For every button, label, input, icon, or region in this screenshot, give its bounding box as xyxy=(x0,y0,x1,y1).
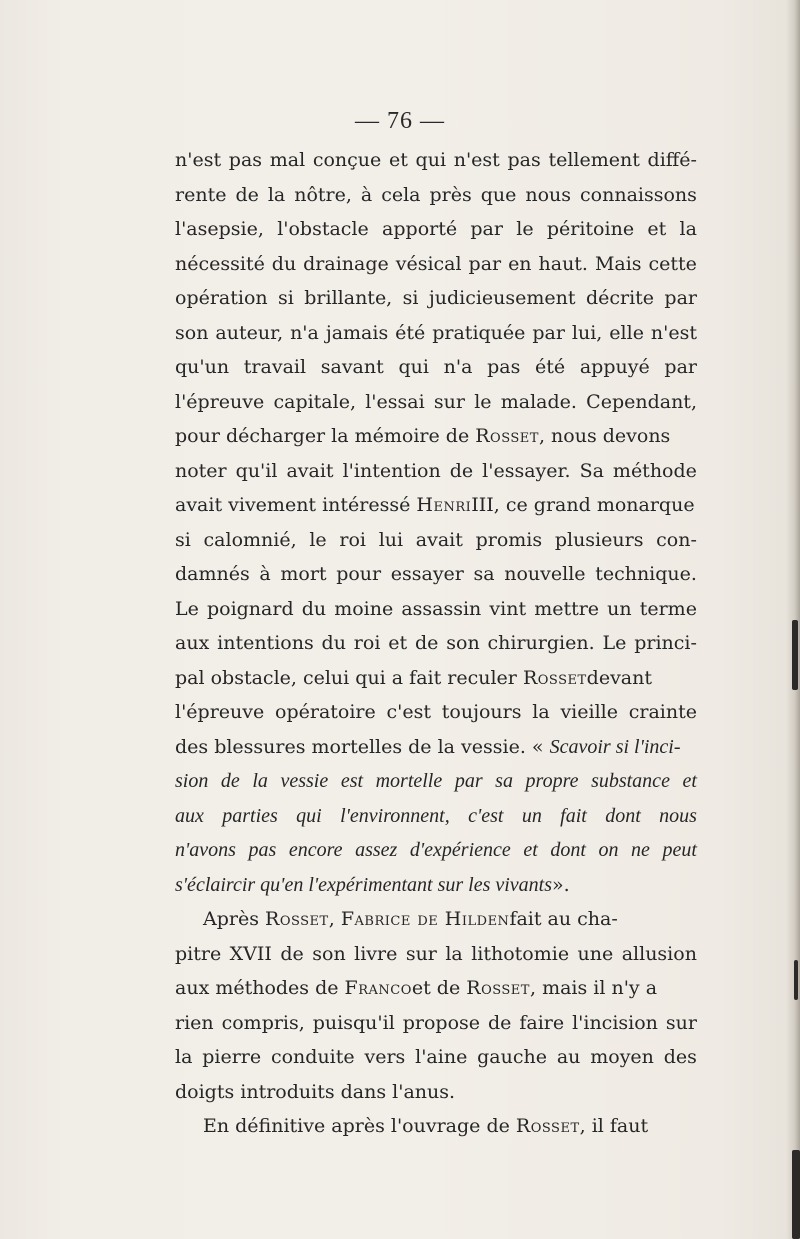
word: jamais xyxy=(325,321,389,344)
word: lui, xyxy=(571,321,603,344)
author-name: Henri xyxy=(416,494,472,516)
word: de xyxy=(487,1011,512,1034)
word: pierre xyxy=(202,1046,262,1068)
word: de xyxy=(235,183,259,206)
word: peut xyxy=(662,839,697,861)
text-run: , il faut xyxy=(579,1115,649,1137)
word: moyen xyxy=(590,1046,654,1068)
word: si xyxy=(175,528,191,551)
word: par xyxy=(664,287,697,309)
word: en xyxy=(508,252,532,275)
word: parties xyxy=(222,804,278,827)
word: vésical xyxy=(395,252,462,275)
word: fait xyxy=(560,804,587,827)
word: de xyxy=(220,770,240,792)
text-line xyxy=(175,592,697,627)
quotation-line xyxy=(175,833,697,868)
word: poignard xyxy=(206,597,294,620)
word: pas xyxy=(228,149,263,171)
word: son xyxy=(175,321,209,344)
word: du xyxy=(301,597,327,620)
word: puisqu'il xyxy=(312,1011,395,1034)
word: au xyxy=(556,1046,581,1068)
word: la xyxy=(267,183,286,206)
word: été xyxy=(535,356,566,378)
word: drainage xyxy=(303,252,389,275)
word: près xyxy=(429,183,472,206)
word: livre xyxy=(354,942,398,965)
paragraph xyxy=(175,1109,697,1144)
text-run: fait au cha- xyxy=(509,908,618,930)
word: mal xyxy=(269,149,306,171)
text-line xyxy=(175,316,697,351)
word: malade. xyxy=(500,390,577,413)
word: mortelle xyxy=(375,770,443,792)
word: roi xyxy=(339,528,366,551)
text-line xyxy=(175,557,697,592)
text-run: pal obstacle, celui qui a fait reculer xyxy=(175,666,517,689)
word: dont xyxy=(550,839,586,861)
word: l'essayer. xyxy=(482,459,571,482)
text-line xyxy=(175,385,697,420)
word: compris, xyxy=(221,1011,305,1034)
text-line xyxy=(175,626,697,661)
word: crainte xyxy=(628,701,697,723)
word: roi xyxy=(353,632,381,654)
word: opération xyxy=(175,287,268,309)
word: le xyxy=(309,528,327,551)
word: le xyxy=(516,218,534,240)
text-line xyxy=(175,419,697,454)
text-line xyxy=(175,178,697,213)
word: Mais xyxy=(594,252,642,275)
word: décrite xyxy=(585,287,655,309)
word: Sa xyxy=(579,459,604,482)
text-run: En définitive après l'ouvrage de xyxy=(203,1115,510,1137)
text-line xyxy=(175,695,697,730)
word: travail xyxy=(243,356,307,378)
word: est xyxy=(340,770,364,792)
word: qu'un xyxy=(175,356,230,378)
word: pas xyxy=(248,839,277,861)
word: calomnié, xyxy=(203,528,297,551)
word: qui xyxy=(415,149,447,171)
word: assez xyxy=(355,839,398,861)
word: aux xyxy=(175,804,204,827)
word: avait xyxy=(415,528,463,551)
text-run: , nous devons xyxy=(538,425,671,447)
word: pour xyxy=(336,563,382,585)
word: moine xyxy=(334,597,394,620)
word: apporté xyxy=(382,218,458,240)
word: ne xyxy=(631,839,650,861)
text-line xyxy=(175,868,697,903)
word: nécessité xyxy=(175,252,265,275)
word: haut. xyxy=(538,252,588,275)
word: qui xyxy=(398,356,429,378)
word: c'est xyxy=(468,804,504,827)
text-run: ». xyxy=(552,873,570,896)
word: savant xyxy=(320,356,384,378)
paragraph xyxy=(175,902,697,1109)
word: lui xyxy=(378,528,404,551)
word: plusieurs xyxy=(554,528,644,551)
word: qu'il xyxy=(235,459,278,482)
word: pas xyxy=(507,149,541,171)
word: du xyxy=(271,252,297,275)
word: nous xyxy=(525,183,572,206)
word: Cependant, xyxy=(586,390,697,413)
word: connaissons xyxy=(580,183,697,206)
text-run: , mais il n'y a xyxy=(529,977,658,999)
word: appuyé xyxy=(579,356,650,378)
word: d'expérience xyxy=(409,839,511,861)
word: gauche xyxy=(477,1046,547,1068)
quotation-line xyxy=(175,799,697,834)
word: n'avons xyxy=(175,839,236,861)
text-line xyxy=(175,937,697,972)
word: opératoire xyxy=(275,701,376,723)
word: promis xyxy=(475,528,543,551)
word: n'est xyxy=(453,149,500,171)
word: le xyxy=(474,390,492,413)
word: cette xyxy=(648,252,697,275)
word: pas xyxy=(487,356,521,378)
text-run: III, ce grand monarque xyxy=(471,494,695,516)
word: à xyxy=(259,563,271,585)
word: la xyxy=(252,770,268,792)
text-line xyxy=(175,281,697,316)
word: par xyxy=(454,770,483,792)
text-line xyxy=(175,523,697,558)
word: diffé- xyxy=(647,149,697,171)
word: aux xyxy=(175,632,210,654)
text-run: avait vivement intéressé xyxy=(175,494,411,516)
text-line xyxy=(175,454,697,489)
word: nouvelle xyxy=(504,563,586,585)
word: auteur, xyxy=(215,321,284,344)
word: et xyxy=(388,632,408,654)
word: terme xyxy=(639,597,697,620)
word: son xyxy=(446,632,480,654)
word: lithotomie xyxy=(471,942,570,965)
word: pitre xyxy=(175,942,222,965)
word: damnés xyxy=(175,563,250,585)
word: n'a xyxy=(290,321,319,344)
word: mort xyxy=(280,563,327,585)
page-edge-mark xyxy=(794,960,798,1000)
word: brillante, xyxy=(304,287,393,309)
word: par xyxy=(468,252,502,275)
word: substance xyxy=(591,770,670,792)
text-run: aux méthodes de xyxy=(175,977,339,999)
text-run: devant xyxy=(586,666,652,689)
quotation-line xyxy=(175,764,697,799)
word: l'épreuve xyxy=(175,701,265,723)
word: on xyxy=(598,839,619,861)
word: propose xyxy=(402,1011,481,1034)
text-run: pour décharger la mémoire de xyxy=(175,425,476,447)
author-name: Fabrice de Hilden xyxy=(340,908,510,930)
word: une xyxy=(577,942,614,965)
word: et xyxy=(682,770,697,792)
word: tellement xyxy=(548,149,640,171)
text-line xyxy=(175,350,697,385)
text-line xyxy=(175,1006,697,1041)
word: encore xyxy=(288,839,343,861)
text-run: Après xyxy=(203,908,259,930)
word: intentions xyxy=(217,632,314,654)
text-line xyxy=(175,1040,697,1075)
author-name: Rosset xyxy=(522,666,587,689)
word: par xyxy=(470,218,503,240)
word: technique. xyxy=(595,563,697,585)
word: n'est xyxy=(650,321,697,344)
paragraph xyxy=(175,143,697,902)
word: sur xyxy=(405,942,437,965)
word: princi- xyxy=(634,632,697,654)
word: sur xyxy=(433,390,465,413)
text-run: et de xyxy=(411,977,461,999)
word: sion xyxy=(175,770,209,792)
word: un xyxy=(607,597,632,620)
word: un xyxy=(521,804,542,827)
word: qui xyxy=(296,804,322,827)
word: son xyxy=(312,942,346,965)
page-edge-mark xyxy=(792,1150,800,1239)
word: rien xyxy=(175,1011,214,1034)
word: sa xyxy=(495,770,513,792)
word: l'incision xyxy=(572,1011,658,1034)
quotation-text: Scavoir si l'inci- xyxy=(549,735,681,758)
word: la xyxy=(679,218,697,240)
word: assassin xyxy=(401,597,482,620)
word: propre xyxy=(525,770,579,792)
word: nôtre, xyxy=(294,183,352,206)
word: n'a xyxy=(443,356,473,378)
word: l'obstacle xyxy=(277,218,369,240)
word: vint xyxy=(489,597,527,620)
word: dont xyxy=(605,804,641,827)
word: l'asepsie, xyxy=(175,218,264,240)
word: capitale, xyxy=(273,390,356,413)
word: de xyxy=(414,632,439,654)
page-edge-mark xyxy=(792,620,798,690)
word: elle xyxy=(609,321,644,344)
text-run: des blessures mortelles de la vessie. « xyxy=(175,735,544,758)
text-line xyxy=(175,212,697,247)
word: à xyxy=(360,183,373,206)
text-line xyxy=(175,902,697,937)
word: si xyxy=(278,287,294,309)
word: cela xyxy=(381,183,421,206)
text-line xyxy=(175,247,697,282)
word: chirurgien. xyxy=(487,632,595,654)
author-name: Franco xyxy=(344,977,412,999)
body-text xyxy=(175,143,697,1144)
word: la xyxy=(445,942,463,965)
author-name: Rosset xyxy=(466,977,530,999)
word: l'environnent, xyxy=(340,804,450,827)
text-run: , xyxy=(328,908,335,930)
word: la xyxy=(532,701,550,723)
word: été xyxy=(395,321,426,344)
word: nous xyxy=(659,804,697,827)
word: sur xyxy=(665,1011,697,1034)
word: des xyxy=(663,1046,697,1068)
text-line xyxy=(175,971,697,1006)
word: toujours xyxy=(441,701,522,723)
author-name: Rosset xyxy=(265,908,329,930)
word: la xyxy=(175,1046,193,1068)
word: sa xyxy=(473,563,495,585)
text-line xyxy=(175,730,697,765)
word: allusion xyxy=(621,942,697,965)
word: conçue xyxy=(312,149,382,171)
word: rente xyxy=(175,183,227,206)
word: du xyxy=(321,632,346,654)
word: con- xyxy=(656,528,697,551)
word: vessie xyxy=(280,770,329,792)
word: essayer xyxy=(390,563,464,585)
quotation-text: s'éclaircir qu'en l'expérimentant sur les vivants xyxy=(175,873,553,896)
word: XVII xyxy=(229,942,272,965)
word: l'essai xyxy=(365,390,425,413)
text-line xyxy=(175,143,697,178)
word: et xyxy=(523,839,538,861)
word: si xyxy=(402,287,419,309)
text-line xyxy=(175,488,697,523)
word: par xyxy=(664,356,697,378)
word: de xyxy=(449,459,474,482)
word: vers xyxy=(364,1046,406,1068)
text-line: doigts introduits dans l'anus. xyxy=(175,1080,456,1103)
word: judicieusement xyxy=(428,287,576,309)
word: Le xyxy=(602,632,627,654)
word: l'intention xyxy=(342,459,441,482)
word: vieille xyxy=(560,701,618,723)
word: par xyxy=(532,321,565,344)
word: faire xyxy=(519,1011,565,1034)
word: et xyxy=(647,218,667,240)
word: n'est xyxy=(175,149,222,171)
page-number: — 76 — xyxy=(355,108,445,134)
word: péritoine xyxy=(546,218,635,240)
word: c'est xyxy=(386,701,432,723)
text-line xyxy=(175,661,697,696)
word: mettre xyxy=(534,597,600,620)
author-name: Rosset xyxy=(475,425,539,447)
word: Le xyxy=(175,597,199,620)
word: méthode xyxy=(612,459,697,482)
word: noter xyxy=(175,459,227,482)
word: l'épreuve xyxy=(175,390,265,413)
word: pratiquée xyxy=(432,321,526,344)
word: de xyxy=(280,942,304,965)
word: que xyxy=(480,183,517,206)
word: conduite xyxy=(270,1046,355,1068)
word: l'aine xyxy=(415,1046,468,1068)
text-line xyxy=(175,1109,697,1144)
word: et xyxy=(388,149,408,171)
word: avait xyxy=(286,459,334,482)
author-name: Rosset xyxy=(515,1115,580,1137)
